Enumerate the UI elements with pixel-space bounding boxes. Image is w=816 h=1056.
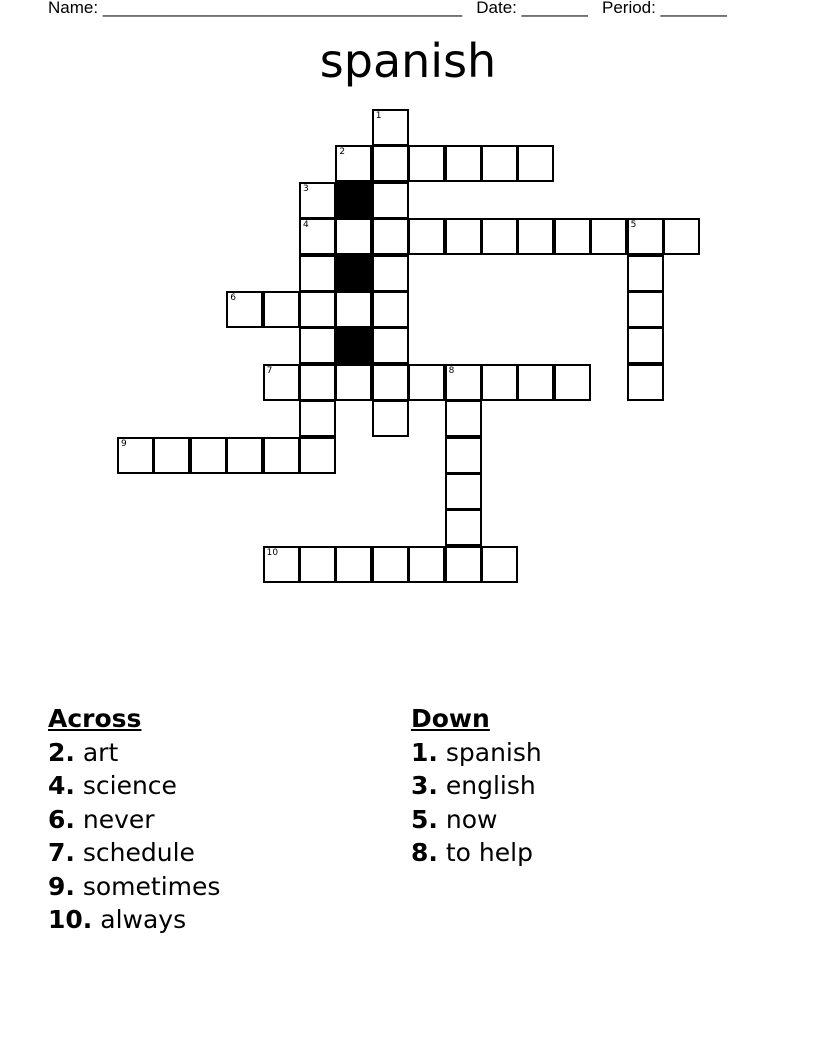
clue-item: [411, 736, 542, 770]
crossword-cell[interactable]: [445, 437, 482, 474]
crossword-cell[interactable]: [263, 291, 300, 328]
crossword-cell[interactable]: [299, 218, 336, 255]
crossword-cell[interactable]: [335, 145, 372, 182]
cell-number: 3: [303, 183, 309, 194]
crossword-cell[interactable]: [263, 364, 300, 401]
clue-text: spanish: [445, 737, 542, 767]
black-square: [335, 255, 372, 292]
crossword-cell[interactable]: [226, 291, 263, 328]
crossword-cell[interactable]: [372, 546, 409, 583]
clue-number: 1.: [411, 737, 438, 767]
crossword-cell[interactable]: [627, 291, 664, 328]
down-heading: Down: [411, 704, 490, 733]
clue-number: 6.: [48, 804, 75, 834]
crossword-cell[interactable]: [190, 437, 227, 474]
across-clue-list: [48, 736, 220, 937]
crossword-cell[interactable]: [372, 182, 409, 219]
crossword-cell[interactable]: [445, 145, 482, 182]
clue-number: 5.: [411, 804, 438, 834]
date-blank[interactable]: _______: [521, 0, 588, 17]
clue-text: sometimes: [82, 871, 221, 901]
crossword-cell[interactable]: [372, 364, 409, 401]
crossword-cell[interactable]: [445, 400, 482, 437]
crossword-cell[interactable]: [481, 364, 518, 401]
crossword-cell[interactable]: [627, 218, 664, 255]
crossword-cell[interactable]: [481, 218, 518, 255]
date-label: Date:: [476, 0, 517, 17]
crossword-cell[interactable]: [299, 546, 336, 583]
crossword-cell[interactable]: [299, 400, 336, 437]
clue-item: [48, 736, 220, 770]
cell-number: 7: [266, 365, 273, 376]
clue-item: [48, 836, 220, 870]
crossword-cell[interactable]: [445, 364, 482, 401]
clue-number: 9.: [48, 871, 75, 901]
clue-number: 3.: [411, 771, 438, 800]
puzzle-title: spanish: [319, 34, 497, 88]
crossword-cell[interactable]: [372, 327, 409, 364]
crossword-cell[interactable]: [299, 327, 336, 364]
clue-item: [48, 870, 220, 904]
clue-item: [48, 803, 220, 837]
period-blank[interactable]: _______: [660, 0, 727, 17]
cell-number: 8: [448, 365, 455, 376]
cell-number: 5: [630, 220, 637, 231]
crossword-cell[interactable]: [627, 364, 664, 401]
crossword-cell[interactable]: [372, 145, 409, 182]
clue-text: schedule: [82, 838, 195, 867]
crossword-cell[interactable]: [663, 218, 700, 255]
crossword-cell[interactable]: [481, 546, 518, 583]
clue-item: [411, 803, 542, 837]
clue-item: [48, 769, 220, 803]
clue-item: [48, 903, 220, 937]
crossword-cell[interactable]: [372, 109, 409, 146]
name-blank[interactable]: ______________________________________: [102, 0, 463, 17]
crossword-cell[interactable]: [263, 437, 300, 474]
crossword-cell[interactable]: [335, 218, 372, 255]
crossword-cell[interactable]: [590, 218, 627, 255]
period-label: Period:: [602, 0, 656, 17]
crossword-cell[interactable]: [517, 364, 554, 401]
cell-number: 2: [339, 147, 346, 158]
crossword-cell[interactable]: [335, 546, 372, 583]
clue-number: 4.: [48, 771, 75, 800]
clue-item: [411, 769, 542, 803]
crossword-cell[interactable]: [408, 546, 445, 583]
crossword-cell[interactable]: [153, 437, 190, 474]
cell-number: 1: [375, 111, 382, 121]
crossword-cell[interactable]: [117, 437, 154, 474]
black-square: [335, 182, 372, 219]
crossword-cell[interactable]: [408, 145, 445, 182]
crossword-cell[interactable]: [408, 364, 445, 401]
clue-text: never: [82, 804, 155, 834]
clue-number: 7.: [48, 838, 75, 867]
crossword-cell[interactable]: [299, 255, 336, 292]
crossword-cell[interactable]: [372, 255, 409, 292]
crossword-cell[interactable]: [299, 182, 336, 219]
clue-text: art: [82, 737, 119, 767]
crossword-cell[interactable]: [445, 473, 482, 510]
crossword-cell[interactable]: [408, 218, 445, 255]
crossword-cell[interactable]: [445, 546, 482, 583]
cell-number: 9: [121, 438, 127, 449]
crossword-cell[interactable]: [554, 364, 591, 401]
black-square: [335, 327, 372, 364]
across-clues: [48, 702, 220, 937]
crossword-cell[interactable]: [517, 218, 554, 255]
crossword-cell[interactable]: [372, 400, 409, 437]
clue-number: 10.: [48, 905, 93, 934]
clue-text: to help: [445, 838, 533, 867]
crossword-cell[interactable]: [481, 145, 518, 182]
clue-text: now: [445, 804, 498, 834]
cell-number: 10: [266, 547, 279, 558]
cell-number: 4: [303, 220, 309, 231]
name-label: Name:: [48, 0, 99, 17]
clue-text: english: [445, 771, 536, 800]
crossword-cell[interactable]: [445, 218, 482, 255]
crossword-cell[interactable]: [517, 145, 554, 182]
crossword-cell[interactable]: [627, 327, 664, 364]
crossword-cell[interactable]: [299, 364, 336, 401]
crossword-cell[interactable]: [335, 291, 372, 328]
crossword-cell[interactable]: [372, 218, 409, 255]
crossword-cell[interactable]: [372, 291, 409, 328]
crossword-cell[interactable]: [299, 291, 336, 328]
down-clue-list: [411, 736, 542, 870]
crossword-cell[interactable]: [263, 546, 300, 583]
clue-text: science: [82, 771, 177, 800]
crossword-cell[interactable]: [554, 218, 591, 255]
cell-number: 6: [230, 293, 236, 303]
clue-number: 8.: [411, 838, 438, 867]
crossword-cell[interactable]: [335, 364, 372, 401]
clue-number: 2.: [48, 737, 75, 767]
crossword-cell[interactable]: [299, 437, 336, 474]
clue-text: always: [100, 905, 187, 934]
across-heading: Across: [48, 704, 142, 733]
crossword-cell[interactable]: [226, 437, 263, 474]
crossword-cell[interactable]: [445, 509, 482, 546]
crossword-cell[interactable]: [627, 255, 664, 292]
down-clues: [411, 702, 542, 870]
clue-item: [411, 836, 542, 870]
